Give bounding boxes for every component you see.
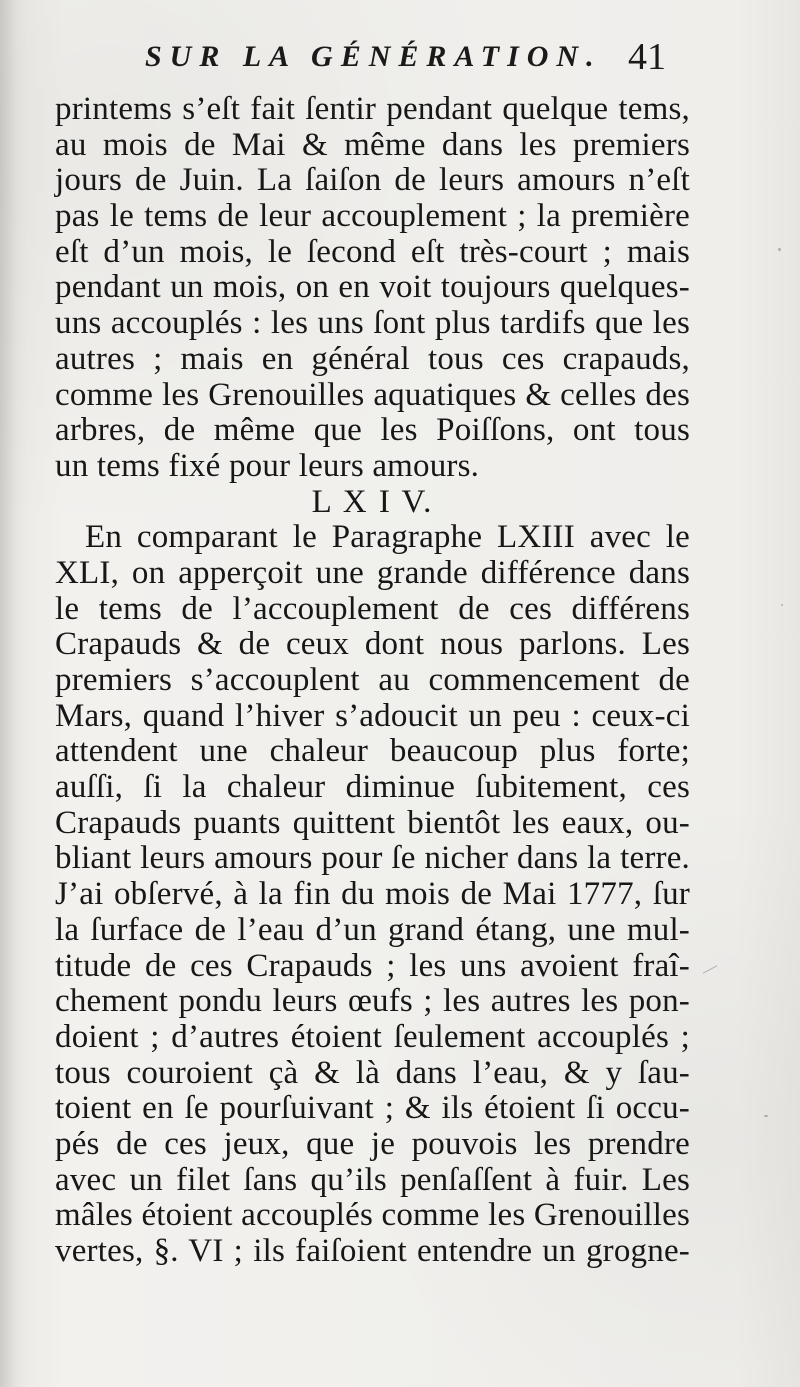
text-line-11: un tems fixé pour leurs amours. (55, 447, 480, 484)
paper-speck (781, 604, 783, 606)
text-line-28: tous couroient çà & là dans l’eau, & y ſau- (55, 1054, 690, 1091)
text-line-24: la ſurface de l’eau d’un grand étang, une mul- (55, 911, 690, 948)
text-line-25: titude de ces Crapauds ; les uns avoient fraî- (55, 947, 690, 984)
text-line-15: le tems de l’accouplement de ces différens (55, 590, 690, 627)
page-header (0, 0, 800, 92)
page-shadow-edge (0, 0, 28, 1387)
page-text (55, 92, 690, 1270)
text-line-27: doient ; d’autres étoient ſeulement accouplés ; (55, 1018, 690, 1055)
text-line-22: bliant leurs amours pour ſe nicher dans la terre. (55, 840, 690, 877)
text-line-10: arbres, de même que les Poiſſons, ont tous (55, 412, 690, 449)
paper-speck (703, 965, 718, 973)
text-line-13: En comparant le Paragraphe LXIII avec le (85, 519, 690, 556)
text-line-9: comme les Grenouilles aquatiques & celles des (55, 376, 690, 413)
text-line-21: Crapauds puants quittent bientôt les eaux, ou- (55, 804, 690, 841)
text-line-5: eſt d’un mois, le ſecond eſt très-court ; mais (55, 233, 690, 270)
text-line-18: Mars, quand l’hiver s’adoucit un peu : ceux-ci (55, 697, 690, 734)
text-line-14: XLI, on apperçoit une grande différence dans (55, 554, 690, 591)
text-line-3: jours de Juin. La ſaiſon de leurs amours n’eſt (55, 162, 690, 199)
text-line-19: attendent une chaleur beaucoup plus forte; (55, 733, 690, 770)
text-line-4: pas le tems de leur accouplement ; la première (55, 198, 690, 235)
text-line-7: uns accouplés : les uns ſont plus tardifs que les (55, 305, 690, 342)
text-line-32: mâles étoient accouplés comme les Grenouilles (55, 1197, 690, 1234)
text-line-6: pendant un mois, on en voit toujours quelques- (55, 269, 690, 306)
text-line-17: premiers s’accouplent au commencement de (55, 662, 690, 698)
text-line-29: toient en ſe pourſuivant ; & ils étoient ſi occu- (55, 1090, 690, 1127)
text-line-16: Crapauds & de ceux dont nous parlons. Les (55, 626, 690, 663)
text-line-2: au mois de Mai & même dans les premiers (55, 126, 690, 163)
text-line-20: auſſi, ſi la chaleur diminue ſubitement, ces (55, 769, 690, 806)
text-line-33: vertes, §. VI ; ils faiſoient entendre un grogne- (55, 1233, 690, 1269)
text-line-1: printems s’eſt fait ſentir pendant quelque tems, (55, 91, 690, 127)
paper-speck (778, 248, 781, 251)
text-line-8: autres ; mais en général tous ces crapauds, (55, 340, 690, 377)
text-line-31: avec un filet ſans qu’ils penſaſſent à fuir. Les (55, 1161, 690, 1198)
text-line-26: chement pondu leurs œufs ; les autres les pon- (55, 983, 690, 1020)
paper-speck (764, 1115, 768, 1117)
text-line-30: pés de ces jeux, que je pouvois les prendre (55, 1125, 690, 1162)
text-line-23: J’ai obſervé, à la fin du mois de Mai 1777, ſur (55, 876, 690, 913)
running-head: SUR LA GÉNÉRATION. (145, 40, 602, 73)
page-number: 41 (628, 36, 666, 78)
section-heading: L X I V. (311, 483, 434, 520)
